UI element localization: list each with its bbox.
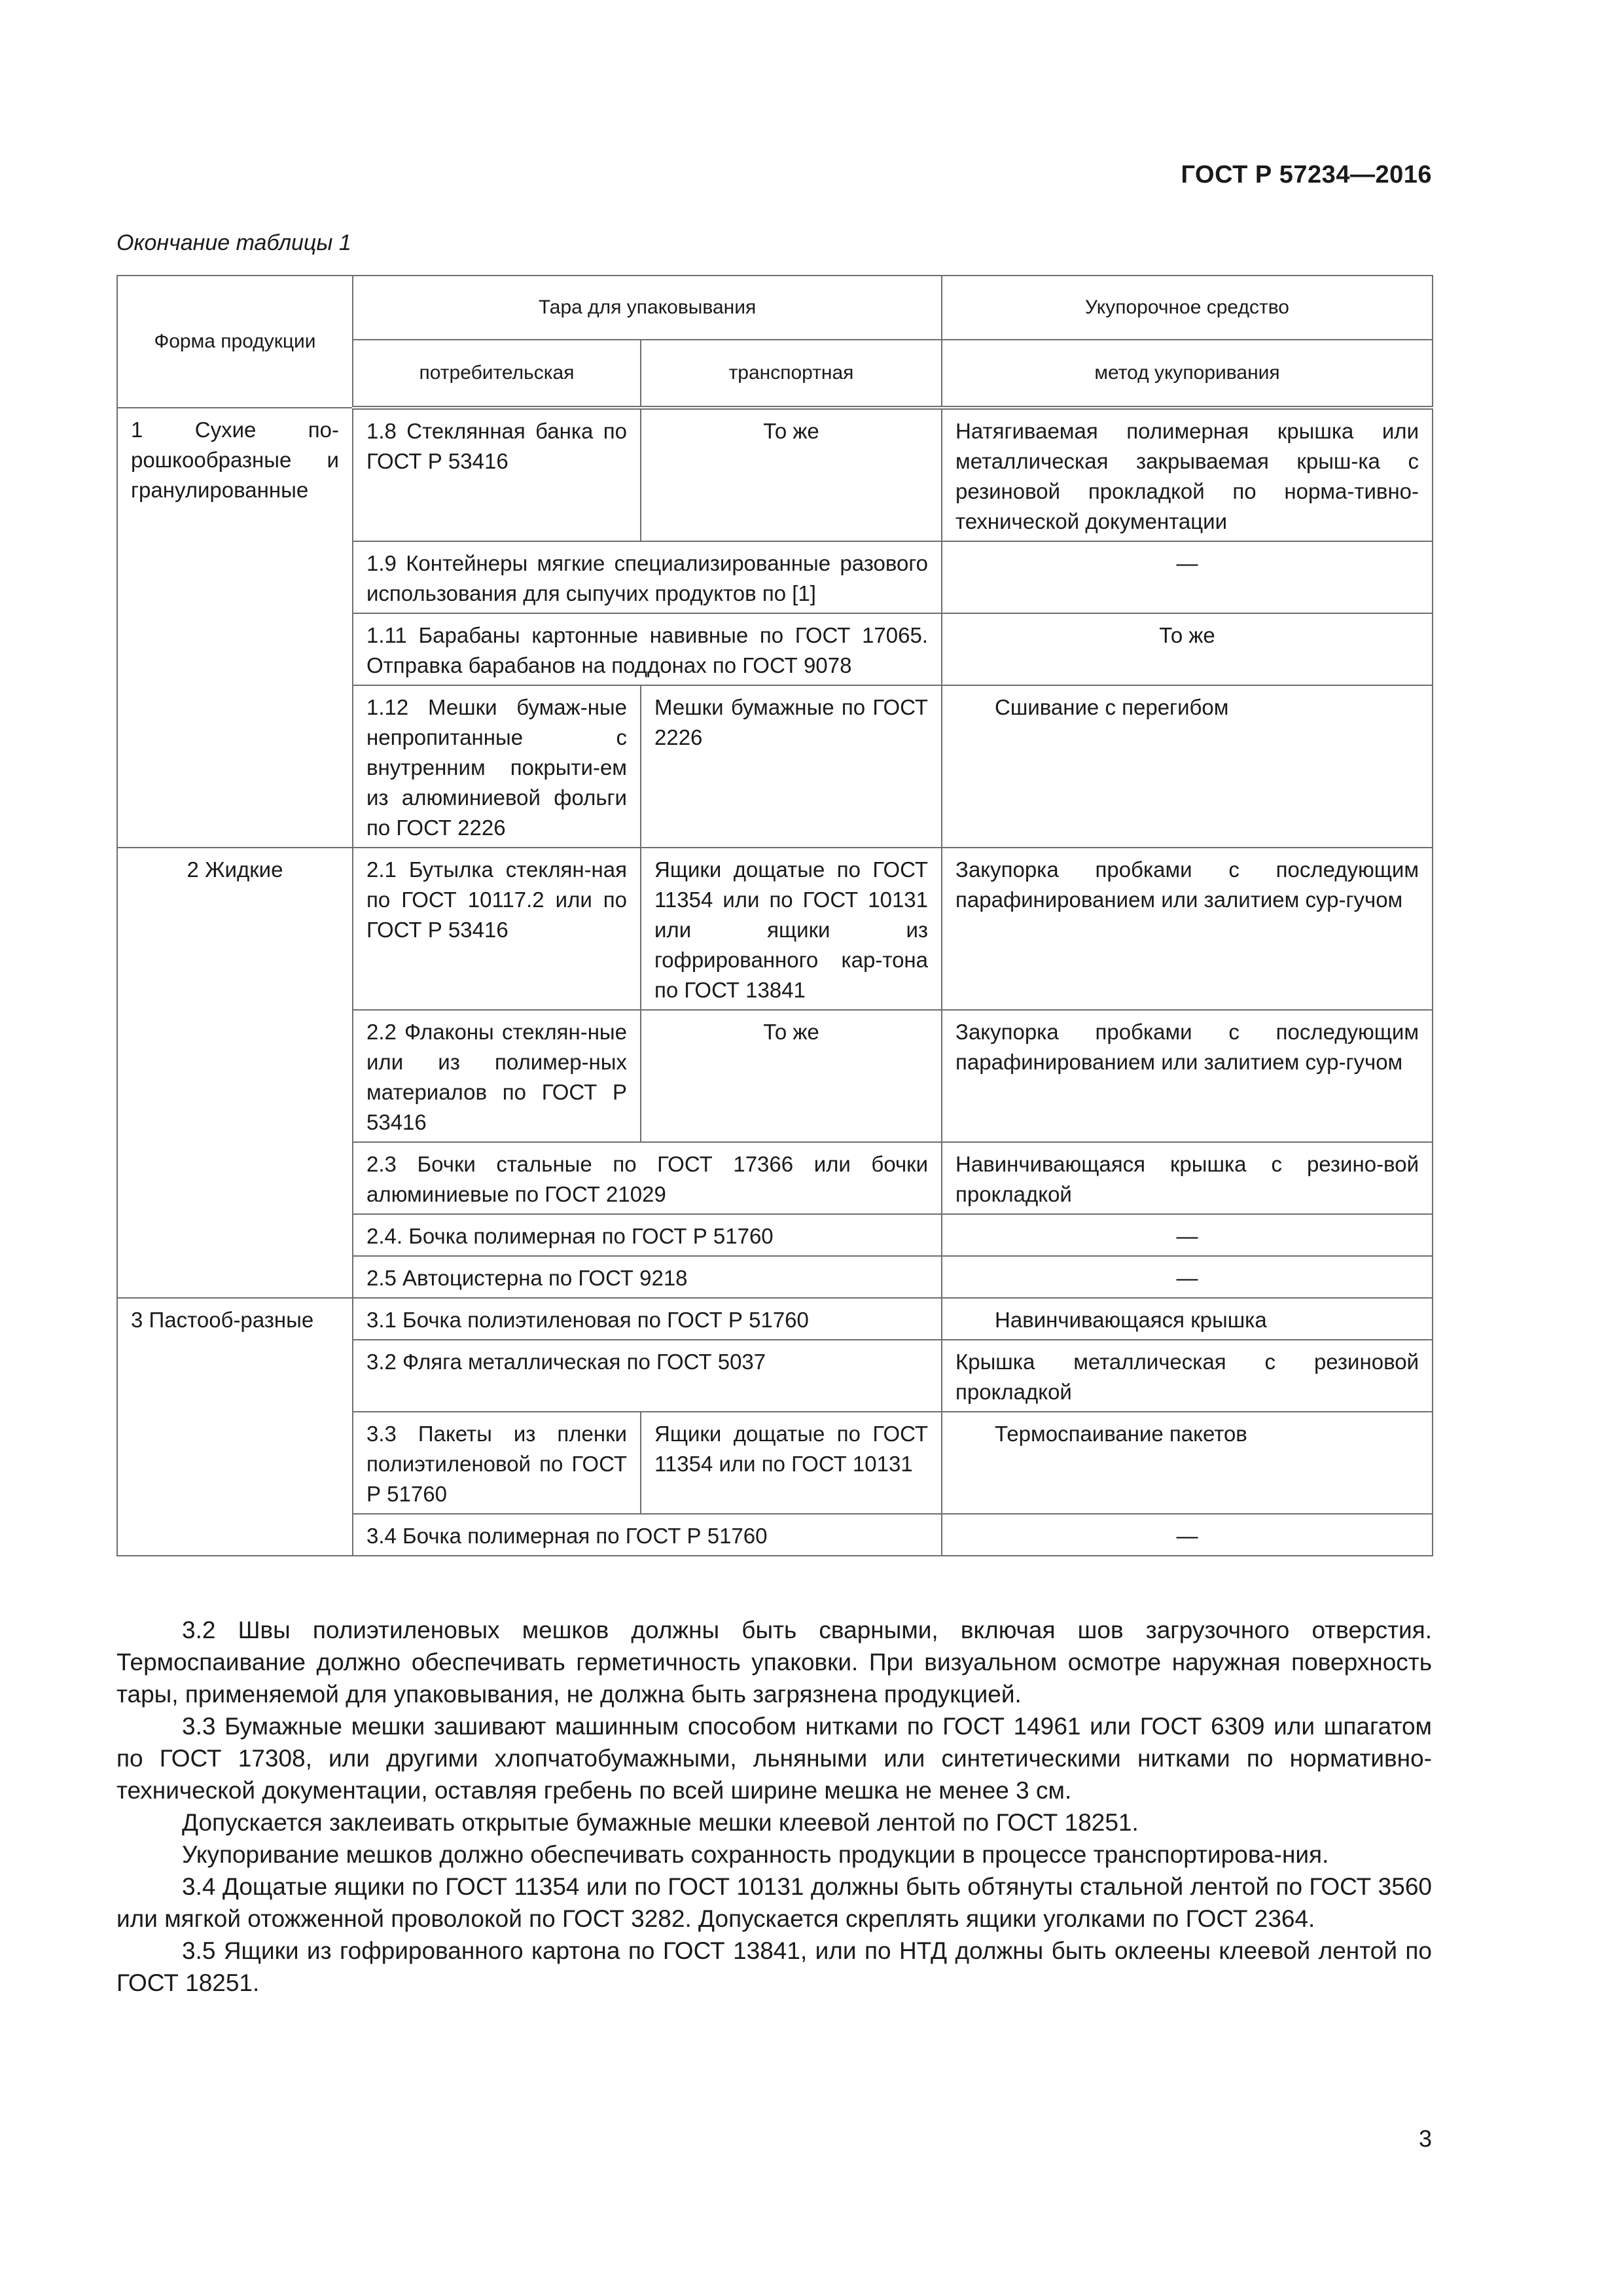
cell-transport: Ящики дощатые по ГОСТ 11354 или по ГОСТ 10131 или ящики из гофрированного кар-тона по ГОСТ 13841 [641, 848, 942, 1010]
cell-consumer: 2.1 Бутылка стеклян-ная по ГОСТ 10117.2 или по ГОСТ Р 53416 [353, 848, 641, 1010]
cell-packaging: 1.11 Барабаны картонные навивные по ГОСТ 17065. Отправка барабанов на поддонах по ГОСТ 9078 [353, 613, 942, 685]
paragraph: Укупоривание мешков должно обеспечивать сохранность продукции в процессе транспортирова-ния. [182, 1841, 1329, 1868]
cell-consumer: 1.12 Мешки бумаж-ные непропитанные с внутренним покрыти-ем из алюминиевой фольги по ГОСТ 2226 [353, 685, 641, 848]
cell-method: Натягиваемая полимерная крышка или металлическая закрываемая крыш-ка с резиновой прокладкой по норма-тивно-технической документации [942, 408, 1433, 541]
cell-packaging: 3.2 Фляга металлическая по ГОСТ 5037 [353, 1340, 942, 1412]
cell-packaging: 1.9 Контейнеры мягкие специализированные разового использования для сыпучих продуктов по [1] [353, 541, 942, 613]
header-transport: транспортная [641, 340, 942, 408]
cell-transport: То же [641, 408, 942, 541]
cell-packaging: 2.3 Бочки стальные по ГОСТ 17366 или бочки алюминиевые по ГОСТ 21029 [353, 1142, 942, 1214]
table-caption: Окончание таблицы 1 [116, 230, 351, 255]
cell-packaging: 3.1 Бочка полиэтиленовая по ГОСТ Р 51760 [353, 1298, 942, 1340]
table-row [117, 848, 1433, 1010]
cell-method: — [942, 1514, 1433, 1556]
paragraph: 3.3 Бумажные мешки зашивают машинным способом нитками по ГОСТ 14961 или ГОСТ 6309 или шпагатом по ГОСТ 17308, или другими хлопчатобумажными, льняными или синтетическими нитками по нормативно-технической документации, оставляя гребень по всей ширине мешка не менее 3 см. [116, 1713, 1432, 1804]
cell-packaging: 2.5 Автоцистерна по ГОСТ 9218 [353, 1256, 942, 1298]
header-method: метод укупоривания [942, 340, 1433, 408]
document-id-header: ГОСТ Р 57234—2016 [1181, 161, 1432, 188]
cell-transport: Ящики дощатые по ГОСТ 11354 или по ГОСТ 10131 [641, 1412, 942, 1514]
paragraph: 3.2 Швы полиэтиленовых мешков должны быть сварными, включая шов загрузочного отверстия. Термоспаивание должно обеспечивать герметичность упаковки. При визуальном осмотре наружная поверхность тары, применяемой для упаковывания, не должна быть загрязнена продукцией. [116, 1617, 1432, 1708]
table-row [117, 408, 1433, 541]
cell-transport: То же [641, 1010, 942, 1142]
header-packaging: Тара для упаковывания [353, 276, 942, 340]
cell-method: Сшивание с перегибом [942, 685, 1433, 848]
group-dry: 1 Сухие по-рошкообразные и гранулированные [117, 408, 353, 848]
cell-packaging: 3.4 Бочка полимерная по ГОСТ Р 51760 [353, 1514, 942, 1556]
paragraph: 3.5 Ящики из гофрированного картона по ГОСТ 13841, или по НТД должны быть оклеены клеевой лентой по ГОСТ 18251. [116, 1937, 1432, 1996]
page-number: 3 [1418, 2125, 1432, 2152]
cell-method: Закупорка пробками с последующим парафинированием или залитием сур-гучом [942, 1010, 1433, 1142]
cell-method: Термоспаивание пакетов [942, 1412, 1433, 1514]
cell-consumer: 2.2 Флаконы стеклян-ные или из полимер-ных материалов по ГОСТ Р 53416 [353, 1010, 641, 1142]
cell-method: То же [942, 613, 1433, 685]
cell-method: — [942, 1214, 1433, 1256]
cell-consumer: 3.3 Пакеты из пленки полиэтиленовой по ГОСТ Р 51760 [353, 1412, 641, 1514]
header-consumer: потребительская [353, 340, 641, 408]
cell-method: Навинчивающаяся крышка с резино-вой прокладкой [942, 1142, 1433, 1214]
header-form: Форма продукции [117, 276, 353, 408]
cell-consumer: 1.8 Стеклянная банка по ГОСТ Р 53416 [353, 408, 641, 541]
cell-packaging: 2.4. Бочка полимерная по ГОСТ Р 51760 [353, 1214, 942, 1256]
group-liquid: 2 Жидкие [117, 848, 353, 1298]
paragraph: 3.4 Дощатые ящики по ГОСТ 11354 или по ГОСТ 10131 должны быть обтянуты стальной лентой по ГОСТ 3560 или мягкой отожженной проволокой по ГОСТ 3282. Допускается скреплять ящики уголками по ГОСТ 2364. [116, 1873, 1432, 1932]
table-row [117, 1298, 1433, 1340]
cell-method: Закупорка пробками с последующим парафинированием или залитием сур-гучом [942, 848, 1433, 1010]
packaging-table [116, 275, 1433, 1556]
cell-method: — [942, 1256, 1433, 1298]
cell-method: Навинчивающаяся крышка [942, 1298, 1433, 1340]
cell-method: Крышка металлическая с резиновой прокладкой [942, 1340, 1433, 1412]
cell-method: — [942, 541, 1433, 613]
table-header-row [117, 276, 1433, 340]
cell-transport: Мешки бумажные по ГОСТ 2226 [641, 685, 942, 848]
header-closure: Укупорочное средство [942, 276, 1433, 340]
group-paste: 3 Пастооб-разные [117, 1298, 353, 1556]
body-text [116, 1614, 1432, 1999]
paragraph: Допускается заклеивать открытые бумажные мешки клеевой лентой по ГОСТ 18251. [182, 1809, 1139, 1836]
